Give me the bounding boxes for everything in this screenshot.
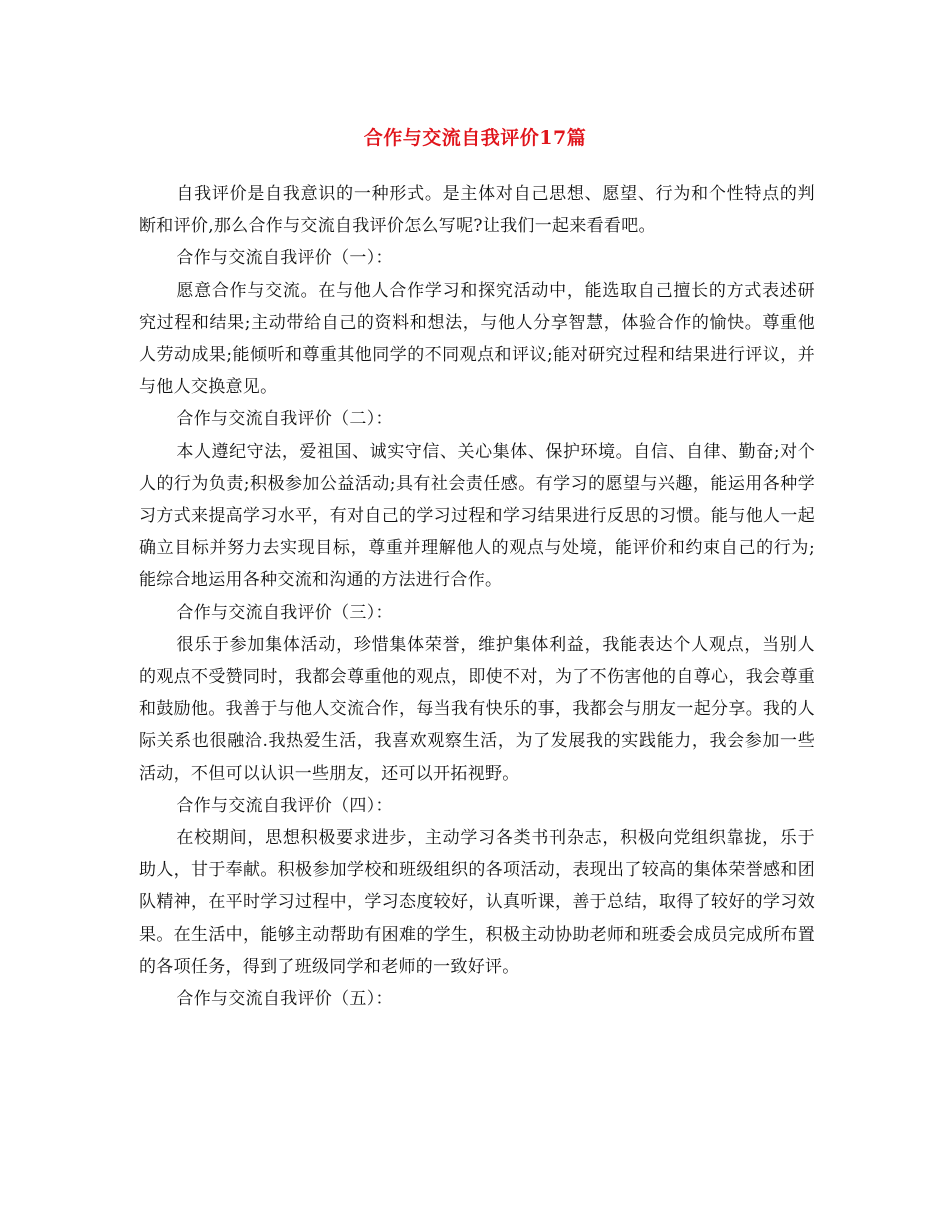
section-heading-1: 合作与交流自我评价（一）： bbox=[176, 248, 393, 269]
section-paragraph-1: 愿意合作与交流。在与他人合作学习和探究活动中，能选取自己擅长的方式表述研究过程和结果;主动带给自己的资料和想法，与他人分享智慧，体验合作的愉快。尊重他人劳动成果;能倾听和尊重其他同学的不同观点和评议;能对研究过程和结果进行评议，并与他人交换意见。 bbox=[139, 280, 815, 398]
section-paragraph-2: 本人遵纪守法，爱祖国、诚实守信、关心集体、保护环境。自信、自律、勤奋;对个人的行为负责;积极参加公益活动;具有社会责任感。有学习的愿望与兴趣，能运用各种学习方式来提高学习水平，有对自己的学习过程和学习结果进行反思的习惯。能与他人一起确立目标并努力去实现目标，尊重并理解他人的观点与处境，能评价和约束自己的行为;能综合地运用各种交流和沟通的方法进行合作。 bbox=[139, 441, 815, 591]
section-heading-3: 合作与交流自我评价（三）： bbox=[176, 602, 393, 623]
intro-paragraph: 自我评价是自我意识的一种形式。是主体对自己思想、愿望、行为和个性特点的判断和评价,那么合作与交流自我评价怎么写呢?让我们一起来看看吧。 bbox=[139, 184, 815, 237]
section-paragraph-3: 很乐于参加集体活动，珍惜集体荣誉，维护集体利益，我能表达个人观点，当别人的观点不受赞同时，我都会尊重他的观点，即使不对，为了不伤害他的自尊心，我会尊重和鼓励他。我善于与他人交流合作，每当我有快乐的事，我都会与朋友一起分享。我的人际关系也很融洽.我热爱生活，我喜欢观察生活，为了发展我的实践能力，我会参加一些活动，不但可以认识一些朋友，还可以开拓视野。 bbox=[139, 634, 815, 784]
section-heading-5: 合作与交流自我评价（五）： bbox=[176, 989, 393, 1010]
section-paragraph-4: 在校期间，思想积极要求进步，主动学习各类书刊杂志，积极向党组织靠拢，乐于助人，甘于奉献。积极参加学校和班级组织的各项活动，表现出了较高的集体荣誉感和团队精神，在平时学习过程中，学习态度较好，认真听课，善于总结，取得了较好的学习效果。在生活中，能够主动帮助有困难的学生，积极主动协助老师和班委会成员完成所布置的各项任务，得到了班级同学和老师的一致好评。 bbox=[139, 828, 815, 977]
section-heading-2: 合作与交流自我评价（二）： bbox=[176, 409, 393, 430]
document-title: 合作与交流自我评价17篇 bbox=[363, 127, 587, 149]
document-body bbox=[139, 178, 815, 1015]
section-heading-4: 合作与交流自我评价（四）： bbox=[176, 795, 393, 816]
